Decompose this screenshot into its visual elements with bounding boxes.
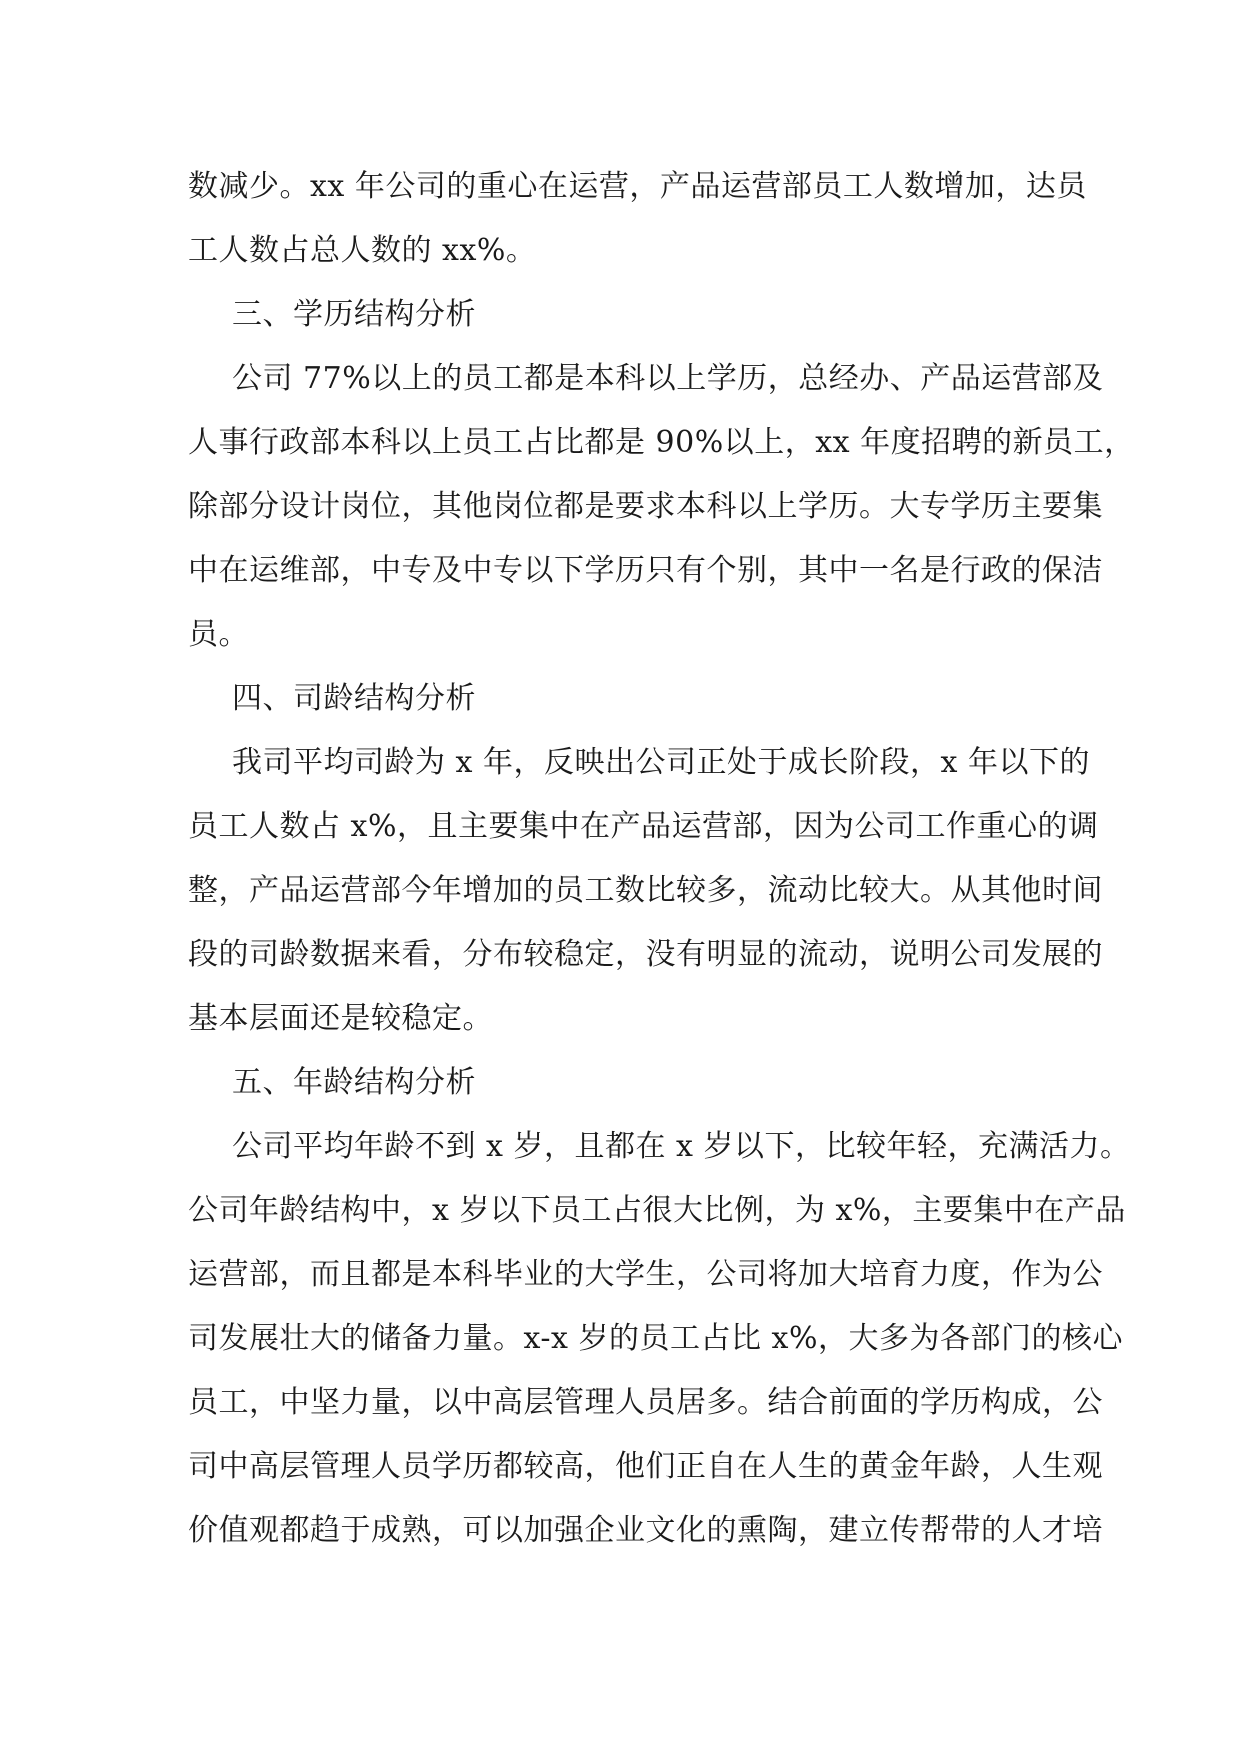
- text-line: 员工人数占 x%，且主要集中在产品运营部，因为公司工作重心的调: [188, 809, 1099, 844]
- text-line: 中在运维部，中专及中专以下学历只有个别，其中一名是行政的保洁: [188, 553, 1103, 588]
- text-line: 工人数占总人数的 xx%。: [188, 233, 537, 268]
- text-line: 除部分设计岗位，其他岗位都是要求本科以上学历。大专学历主要集: [188, 489, 1103, 524]
- text-line: 公司年龄结构中，x 岁以下员工占很大比例，为 x%，主要集中在产品: [188, 1193, 1126, 1228]
- text-line: 我司平均司龄为 x 年，反映出公司正处于成长阶段，x 年以下的: [232, 745, 1090, 780]
- text-line: 运营部，而且都是本科毕业的大学生，公司将加大培育力度，作为公: [188, 1257, 1103, 1292]
- paragraph-tenure: [188, 731, 1103, 1051]
- document-page: [188, 155, 1135, 1563]
- text-line: 司中高层管理人员学历都较高，他们正自在人生的黄金年龄，人生观: [188, 1449, 1103, 1484]
- paragraph-education: [188, 347, 1135, 667]
- text-line: 段的司龄数据来看，分布较稳定，没有明显的流动，说明公司发展的: [188, 937, 1103, 972]
- text-line: 数减少。xx 年公司的重心在运营，产品运营部员工人数增加，达员: [188, 169, 1087, 204]
- text-line: 公司 77%以上的员工都是本科以上学历，总经办、产品运营部及: [232, 361, 1104, 396]
- section-heading-age: [188, 1051, 1068, 1115]
- section-heading-tenure: [188, 667, 1068, 731]
- text-line: 价值观都趋于成熟，可以加强企业文化的熏陶，建立传帮带的人才培: [188, 1513, 1103, 1548]
- text-line: 员工，中坚力量，以中高层管理人员居多。结合前面的学历构成，公: [188, 1385, 1103, 1420]
- heading-text: 三、学历结构分析: [232, 297, 476, 332]
- text-line: 整，产品运营部今年增加的员工数比较多，流动比较大。从其他时间: [188, 873, 1103, 908]
- section-heading-education: [188, 283, 1068, 347]
- heading-text: 四、司龄结构分析: [232, 681, 476, 716]
- text-line: 员。: [188, 617, 249, 652]
- text-line: 司发展壮大的储备力量。x-x 岁的员工占比 x%，大多为各部门的核心: [188, 1321, 1123, 1356]
- paragraph-continuation: [188, 155, 1087, 283]
- text-line: 人事行政部本科以上员工占比都是 90%以上，xx 年度招聘的新员工，: [188, 425, 1135, 460]
- heading-text: 五、年龄结构分析: [232, 1065, 476, 1100]
- text-line: 公司平均年龄不到 x 岁，且都在 x 岁以下，比较年轻，充满活力。: [232, 1129, 1131, 1164]
- paragraph-age: [188, 1115, 1131, 1563]
- text-line: 基本层面还是较稳定。: [188, 1001, 493, 1036]
